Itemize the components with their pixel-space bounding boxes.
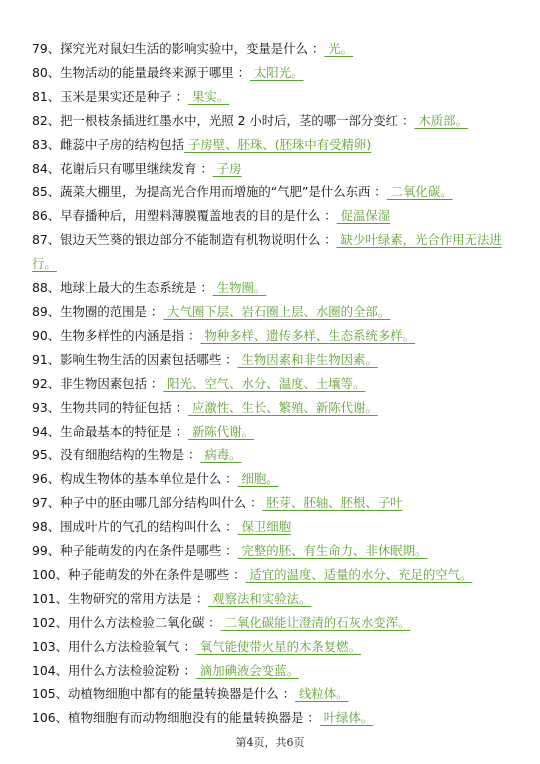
qa-item-104 — [32, 659, 512, 683]
qa-item-91 — [32, 348, 512, 372]
answer: 大气圈下层、岩石圈上层、水圈的全部。 — [163, 303, 391, 319]
question: 97、种子中的胚由哪几部分结构叫什么 ： — [32, 495, 263, 511]
question: 87、银边天竺葵的银边部分不能制造有机物说明什么 ： — [32, 232, 337, 248]
answer: 光。 — [324, 41, 354, 56]
qa-item-81 — [32, 85, 512, 109]
answer: 太阳光。 — [249, 64, 304, 80]
qa-item-79 — [32, 37, 512, 61]
question: 81、玉米是果实还是种子 ： — [32, 88, 189, 104]
page-footer: 第4页，共6页 — [235, 736, 305, 749]
answer: 子房 — [212, 160, 242, 176]
answer: 胚芽、胚轴、胚根、子叶 — [262, 495, 403, 511]
question: 94、生命最基本的特征是 ： — [32, 423, 189, 439]
question: 82、把一根枝条插进红墨水中，光照 2 小时后，茎的哪一部分变红 ： — [32, 112, 415, 128]
question: 102、用什么方法检验二氧化碳 ： — [32, 614, 221, 630]
question: 90、生物多样性的内涵是指 ： — [32, 327, 201, 343]
question: 106、植物细胞有而动物细胞没有的能量转换器是 ： — [32, 710, 320, 726]
qa-item-85 — [32, 180, 512, 204]
answer: 二氧化碳能让澄清的石灰水变浑。 — [220, 614, 411, 630]
qa-item-82 — [32, 109, 512, 133]
qa-item-106 — [32, 706, 512, 730]
qa-item-86 — [32, 204, 512, 228]
answer: 促温保湿 — [336, 208, 391, 224]
qa-item-98 — [32, 515, 512, 539]
qa-item-88 — [32, 276, 512, 300]
answer: 生物因素和非生物因素。 — [237, 351, 378, 367]
answer: 木质部。 — [414, 112, 468, 128]
answer: 二氧化碳。 — [386, 184, 453, 200]
qa-item-102 — [32, 611, 512, 635]
question: 105、动植物细胞中都有的能量转换器是什么 ： — [32, 686, 296, 702]
question: 93、生物共同的特征包括 ： — [32, 399, 189, 415]
answer: 滴加碘液会变蓝。 — [195, 662, 299, 678]
qa-list — [32, 37, 512, 730]
question: 104、用什么方法检验淀粉 ： — [32, 662, 196, 678]
qa-item-89 — [32, 300, 512, 324]
question: 100、种子能萌发的外在条件是哪些 ： — [32, 566, 246, 582]
question: 88、地球上最大的生态系统是 ： — [32, 280, 213, 296]
qa-item-80 — [32, 61, 512, 85]
question: 83、雌蕊中子房的结构包括 — [32, 136, 185, 152]
answer: 缺少叶绿素，光合作用无法进行。 — [32, 232, 502, 272]
question: 84、花谢后只有哪里继续发育 ： — [32, 160, 213, 176]
qa-item-103 — [32, 635, 512, 659]
qa-item-95 — [32, 443, 512, 467]
qa-item-100 — [32, 563, 512, 587]
question: 96、构成生物体的基本单位是什么 ： — [32, 471, 238, 487]
qa-item-97 — [32, 491, 512, 515]
answer: 果实。 — [188, 88, 230, 104]
qa-item-94 — [32, 420, 512, 444]
qa-item-99 — [32, 539, 512, 563]
question: 101、生物研究的常用方法是 ： — [32, 590, 209, 606]
question: 103、用什么方法检验氧气 ： — [32, 638, 196, 654]
answer: 细胞。 — [237, 471, 279, 487]
answer: 生物圈。 — [212, 280, 267, 296]
answer: 叶绿体。 — [319, 710, 374, 726]
answer: 子房壁、胚珠、(胚珠中有受精卵) — [184, 136, 372, 152]
answer: 应激性、生长、繁殖、新陈代谢。 — [188, 399, 378, 415]
answer: 新陈代谢。 — [188, 423, 254, 439]
qa-item-90 — [32, 324, 512, 348]
answer: 线粒体。 — [295, 686, 349, 702]
answer: 氧气能使带火星的木条复燃。 — [195, 638, 361, 654]
question: 79、探究光对鼠妇生活的影响实验中，变量是什么 ： — [32, 41, 325, 56]
answer: 完整的胚、有生命力、非休眠期。 — [237, 543, 428, 559]
answer: 物种多样、遗传多样、生态系统多样。 — [200, 327, 415, 343]
answer: 观察法和实验法。 — [208, 590, 312, 606]
qa-item-87 — [32, 228, 512, 276]
answer: 病毒。 — [200, 447, 242, 463]
question: 85、蔬菜大棚里，为提高光合作用而增施的“气肥”是什么东西 ： — [32, 184, 387, 200]
question: 86、早春播种后，用塑料薄膜覆盖地表的目的是什么 ： — [32, 208, 337, 224]
answer: 阳光、空气、水分、温度、土壤等。 — [163, 375, 366, 391]
qa-item-93 — [32, 396, 512, 420]
qa-item-101 — [32, 587, 512, 611]
qa-item-105 — [32, 682, 512, 706]
qa-item-84 — [32, 157, 512, 181]
question: 89、生物圈的范围是 ： — [32, 303, 164, 319]
question: 98、围成叶片的气孔的结构叫什么 ： — [32, 519, 238, 535]
question: 91、影响生物生活的因素包括哪些 ： — [32, 351, 238, 367]
answer: 保卫细胞 — [237, 519, 292, 535]
qa-item-92 — [32, 372, 512, 396]
qa-item-83 — [32, 133, 512, 157]
question: 99、种子能萌发的内在条件是哪些 ： — [32, 543, 238, 559]
question: 95、没有细胞结构的生物是 ： — [32, 447, 201, 463]
question: 92、非生物因素包括 ： — [32, 375, 164, 391]
qa-item-96 — [32, 467, 512, 491]
question: 80、生物活动的能量最终来源于哪里 ： — [32, 64, 250, 80]
answer: 适宜的温度、适量的水分、充足的空气。 — [245, 566, 473, 582]
